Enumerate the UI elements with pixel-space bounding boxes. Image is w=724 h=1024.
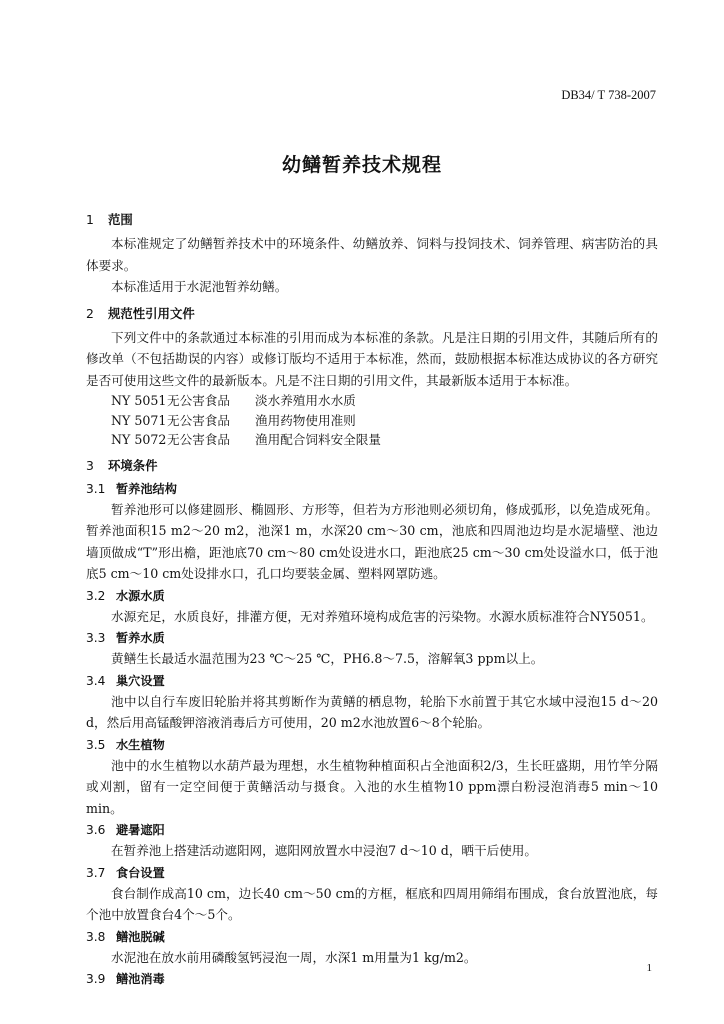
subsection-number: 3.3 <box>86 631 106 645</box>
subsection-heading <box>86 970 658 989</box>
subsection-heading <box>86 864 658 883</box>
paragraph: 池中的水生植物以水葫芦最为理想，水生植物种植面积占全池面积2/3，生长旺盛期，用竹竿分隔或刈割，留有一定空间便于黄鳝活动与摄食。入池的水生植物10 ppm漂白粉浸泡消毒5 min～10 min。 <box>86 757 658 816</box>
paragraph: 黄鳝生长最适水温范围为23 ℃～25 ℃，PH6.8～7.5，溶解氧3 ppm以上。 <box>111 651 544 666</box>
paragraph: 在暂养池上搭建活动遮阳网，遮阳网放置水中浸泡7 d～10 d，晒干后使用。 <box>111 843 537 858</box>
subsection-title: 鳝池消毒 <box>116 972 165 986</box>
paragraph: 水源充足，水质良好，排灌方便，无对养殖环境构成危害的污染物。水源水质标准符合NY5051。 <box>111 608 654 624</box>
subsection-number: 3.6 <box>86 823 106 837</box>
section-heading-references <box>86 302 658 326</box>
subsection-title: 鳝池脱碱 <box>116 929 165 944</box>
subsection-heading <box>86 587 658 606</box>
reference-name: 淡水养殖用水水质 <box>255 393 356 408</box>
page-number: 1 <box>646 962 652 974</box>
section-heading-scope <box>86 208 658 232</box>
subsection-number: 3.2 <box>86 588 106 603</box>
subsection-heading <box>86 928 658 947</box>
section-number: 1 <box>86 212 94 227</box>
subsection-heading <box>86 629 658 648</box>
reference-category: 无公害食品 <box>167 393 230 408</box>
paragraph: 池中以自行车废旧轮胎并将其剪断作为黄鳝的栖息物，轮胎下水前置于其它水域中浸泡15 d～20 d，然后用高锰酸钾溶液消毒后方可使用，20 m2水池放置6～8个轮胎。 <box>86 693 658 730</box>
subsection-number: 3.7 <box>86 865 106 880</box>
document-title: 幼鳝暂养技术规程 <box>281 154 442 176</box>
subsection-title: 避暑遮阳 <box>116 823 165 837</box>
subsection-title: 巢穴设置 <box>116 673 165 688</box>
paragraph: 暂养池形可以修建圆形、椭圆形、方形等，但若为方形池则必须切角，修成弧形，以免造成死角。暂养池面积15 m2～20 m2，池深1 m，水深20 cm～30 cm，池底和四周池边均是水泥墙壁、池边墙顶做成“T”形出檐，距池底70 cm～80 cm处设进水口，距池底25 cm～30 cm处设溢水口，低于池底5 cm～10 cm处设排水口，孔口均要装金属、塑料网罩防逃。 <box>86 501 658 581</box>
subsection-title: 水生植物 <box>116 737 165 752</box>
section-heading-environment <box>86 454 658 478</box>
subsection-heading <box>86 821 658 840</box>
subsection-title: 暂养池结构 <box>116 481 177 496</box>
subsection-number: 3.5 <box>86 737 106 752</box>
reference-name: 渔用药物使用准则 <box>255 412 356 428</box>
reference-code: NY 5071 <box>111 412 167 428</box>
paragraph: 下列文件中的条款通过本标准的引用而成为本标准的条款。凡是注日期的引用文件，其随后所有的修改单（不包括勘误的内容）或修订版均不适用于本标准，然而，鼓励根据本标准达成协议的各方研究是否可使用这些文件的最新版本。凡是不注日期的引用文件，其最新版本适用于本标准。 <box>86 329 658 388</box>
section-number: 3 <box>86 457 94 473</box>
subsection-number: 3.9 <box>86 972 106 986</box>
reference-code: NY 5072 <box>111 432 167 447</box>
paragraph: 水泥池在放水前用磷酸氢钙浸泡一周，水深1 m用量为1 kg/m2。 <box>111 949 477 965</box>
reference-code: NY 5051 <box>111 393 167 408</box>
reference-category: 无公害食品 <box>167 412 230 428</box>
document-body <box>86 208 658 989</box>
subsection-number: 3.1 <box>86 481 106 496</box>
section-title: 规范性引用文件 <box>108 305 195 321</box>
section-title: 环境条件 <box>108 457 158 473</box>
subsection-number: 3.4 <box>86 673 106 688</box>
standard-code: DB34/ T 738-2007 <box>561 88 656 102</box>
subsection-title: 水源水质 <box>116 588 165 603</box>
subsection-heading <box>86 736 658 755</box>
reference-item <box>86 391 658 411</box>
subsection-title: 食台设置 <box>116 865 165 880</box>
paragraph: 食台制作成高10 cm，边长40 cm～50 cm的方框，框底和四周用筛绢布围成，食台放置池底，每个池中放置食台4个～5个。 <box>86 885 658 922</box>
subsection-heading <box>86 480 658 499</box>
paragraph: 本标准适用于水泥池暂养幼鳝。 <box>111 279 288 294</box>
reference-category: 无公害食品 <box>167 432 230 447</box>
section-title: 范围 <box>108 212 133 227</box>
paragraph: 本标准规定了幼鳝暂养技术中的环境条件、幼鳝放养、饲料与投饲技术、饲养管理、病害防治的具体要求。 <box>86 236 658 273</box>
reference-name: 渔用配合饲料安全限量 <box>255 432 381 447</box>
section-number: 2 <box>86 305 94 321</box>
subsection-number: 3.8 <box>86 929 106 944</box>
reference-item <box>86 411 658 431</box>
reference-item <box>86 430 658 450</box>
subsection-title: 暂养水质 <box>116 631 165 645</box>
subsection-heading <box>86 672 658 691</box>
